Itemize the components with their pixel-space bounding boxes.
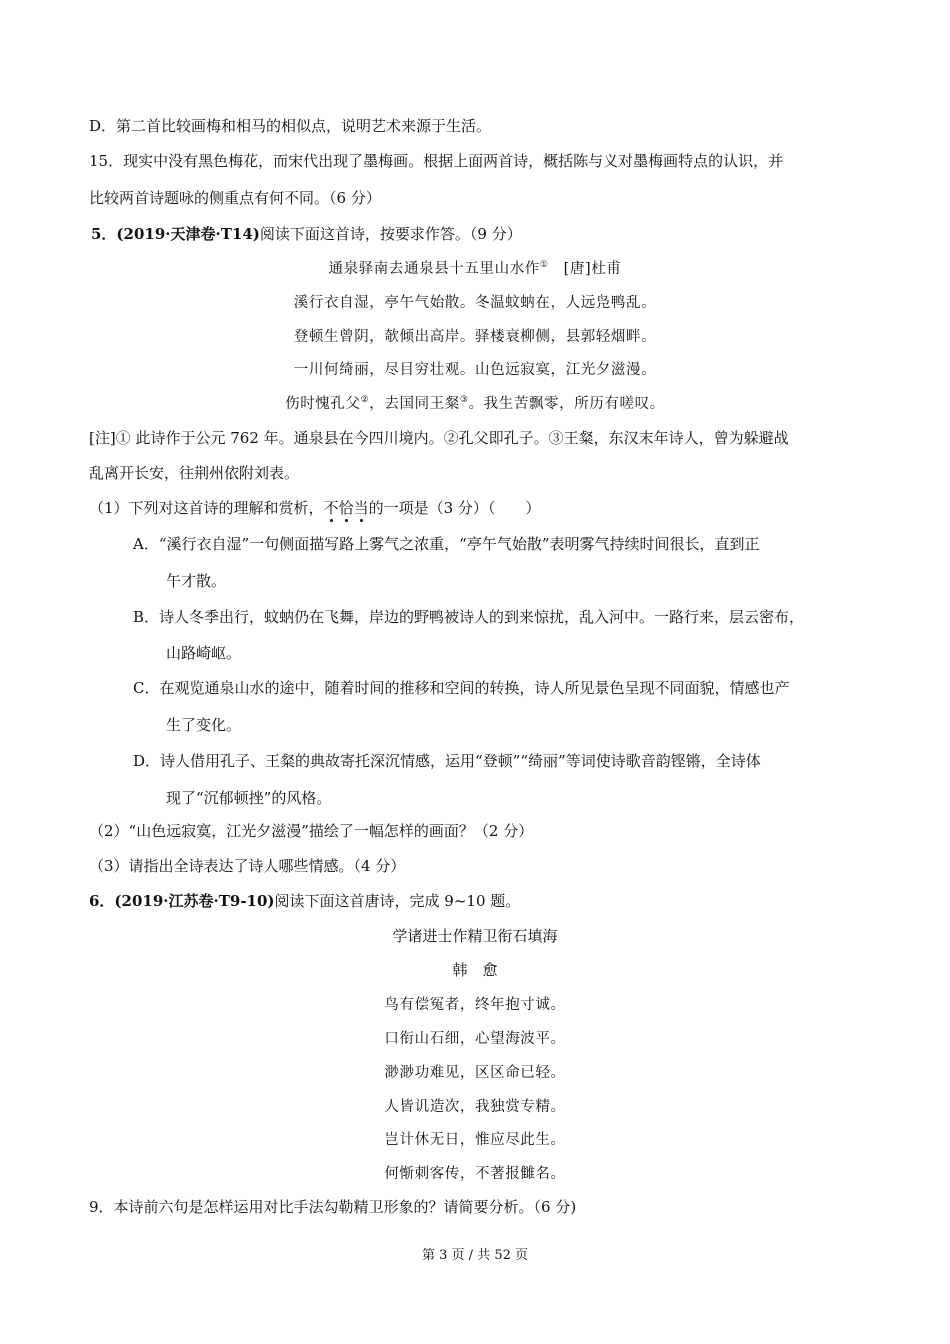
question-6-heading (89, 891, 520, 911)
question-15-line-1: 15．现实中没有黑色梅花，而宋代出现了墨梅画。根据上面两首诗，概括陈与义对墨梅画特点的认识，并 (89, 152, 784, 170)
question-5-heading (91, 224, 522, 244)
option-c-line-2: 生了变化。 (166, 716, 242, 734)
emphasis-char: 当 (353, 499, 369, 517)
note-line-2: 乱离开长安，往荆州依附刘表。 (89, 464, 300, 482)
question-5-source: 5．(2019·天津卷·T14) (91, 225, 260, 243)
sub-question-1 (89, 498, 540, 518)
sub-question-3: （3）请指出全诗表达了诗人哪些情感。（4 分） (89, 857, 406, 875)
option-c-line-1: C．在观览通泉山水的途中，随着时间的推移和空间的转换，诗人所见景色呈现不同面貌，情感也产 (133, 679, 790, 697)
poem-1-line-4-part-b: ，去国同王粲 (369, 396, 460, 412)
poem-1-line-2: 登顿生曾阴，欹倾出高岸。驿楼衰柳侧，县郭轻烟畔。 (293, 329, 657, 345)
note-line-1: [注]① 此诗作于公元 762 年。通泉县在今四川境内。②孔父即孔子。③王粲，东汉末年诗人，曾为躲避战 (89, 429, 789, 447)
option-b-line-2: 山路崎岖。 (166, 644, 242, 662)
option-b-line-1: B．诗人冬季出行，蚊蚋仍在飞舞，岸边的野鸭被诗人的到来惊扰，乱入河中。一路行来，层云密布， (133, 608, 805, 626)
poem-1-author: [唐]杜甫 (548, 261, 622, 277)
question-15-line-2: 比较两首诗题咏的侧重点有何不同。（6 分） (89, 189, 381, 207)
poem-2-line-1: 鸟有偿冤者，终年抱寸诚。 (384, 997, 566, 1013)
poem-1-line-4-part-a: 伤时愧孔父 (285, 396, 361, 412)
question-5-prompt: 阅读下面这首诗，按要求作答。（9 分） (259, 225, 522, 243)
poem-2-line-6: 何惭刺客传，不著报雠名。 (384, 1166, 566, 1182)
poem-2-line-5: 岂计休无日，惟应尽此生。 (384, 1132, 566, 1148)
poem-2-line-2: 口衔山石细，心望海波平。 (384, 1031, 566, 1047)
question-9: 9．本诗前六句是怎样运用对比手法勾勒精卫形象的？请简要分析。（6 分) (89, 1198, 577, 1216)
poem-2-title: 学诸进士作精卫衔石填海 (392, 927, 558, 945)
question-6-source: 6．(2019·江苏卷·T9-10) (89, 892, 275, 910)
footnote-marker: ① (539, 260, 549, 271)
option-a-line-2: 午才散。 (166, 572, 227, 590)
emphasis-char: 恰 (338, 499, 354, 517)
sub-question-2: （2）“山色远寂寞，江光夕滋漫”描绘了一幅怎样的画面？（2 分） (89, 822, 534, 840)
emphasis-char: 不 (323, 499, 339, 517)
poem-1-title-text: 通泉驿南去通泉县十五里山水作 (328, 261, 540, 277)
poem-1-title (0, 259, 950, 279)
poem-1-line-3: 一川何绮丽，尽目穷壮观。山色远寂寞，江光夕滋漫。 (293, 362, 657, 378)
poem-2-line-3: 渺渺功难见，区区命已轻。 (384, 1065, 566, 1081)
poem-1-line-4-part-c: 。我生苦飘零，所历有嗟叹。 (468, 396, 665, 412)
sub-question-1-text-b: 的一项是（3 分）（ ） (368, 499, 541, 517)
question-6-prompt: 阅读下面这首唐诗，完成 9~10 题。 (274, 892, 521, 910)
option-d-previous: D．第二首比较画梅和相马的相似点，说明艺术来源于生活。 (89, 117, 492, 135)
option-d-line-2: 现了“沉郁顿挫”的风格。 (166, 789, 332, 807)
poem-1-line-1: 溪行衣自湿，亭午气始散。冬温蚊蚋在，人远凫鸭乱。 (293, 295, 657, 311)
page-footer: 第 3 页 / 共 52 页 (422, 1248, 528, 1263)
sub-question-1-text-a: （1）下列对这首诗的理解和赏析， (89, 499, 324, 517)
footnote-marker: ② (360, 395, 370, 406)
option-a-line-1: A．“溪行衣自湿”一句侧面描写路上雾气之浓重，“亭午气始散”表明雾气持续时间很长，直到正 (133, 535, 760, 553)
poem-2-line-4: 人皆讥造次，我独赏专精。 (384, 1099, 566, 1115)
option-d-line-1: D．诗人借用孔子、王粲的典故寄托深沉情感，运用“登顿”“绮丽”等词使诗歌音韵铿锵，全诗体 (133, 752, 761, 770)
footnote-marker: ③ (459, 395, 469, 406)
poem-2-author: 韩 愈 (452, 961, 498, 979)
poem-1-line-4 (0, 394, 950, 414)
